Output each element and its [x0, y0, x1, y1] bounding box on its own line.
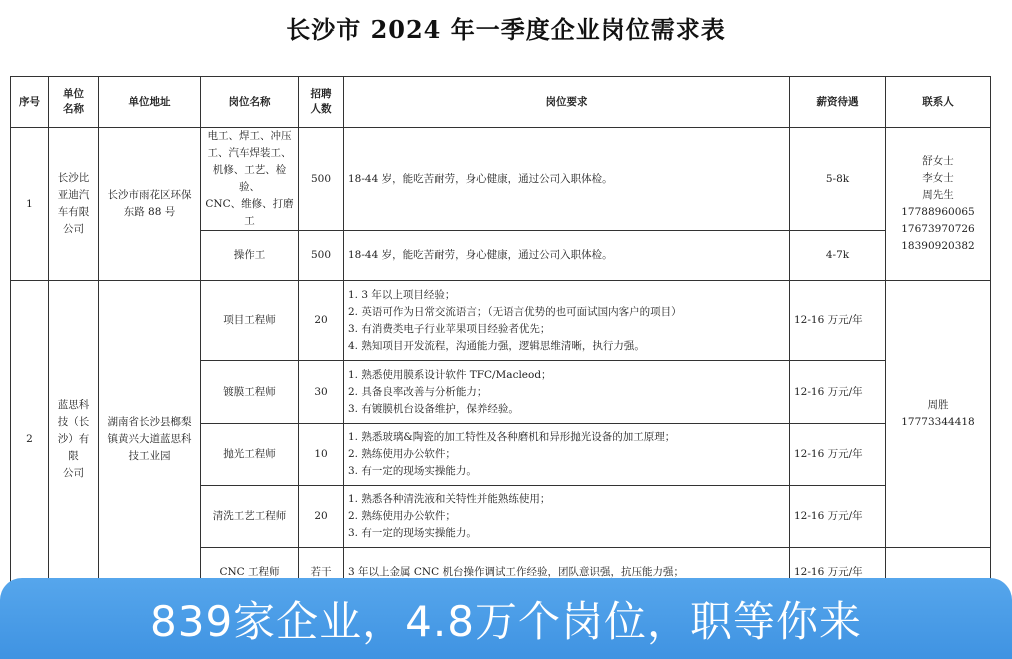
company-address: 长沙市雨花区环保 东路 88 号: [99, 128, 201, 281]
page-title: 长沙市 2024 年一季度企业岗位需求表: [286, 15, 726, 44]
job-salary: 12-16 万元/年: [790, 486, 886, 548]
table-row: [11, 281, 991, 361]
promo-banner: [0, 578, 1012, 659]
header-contact: 联系人: [886, 77, 991, 128]
company-seq: 1: [11, 128, 49, 281]
table-header-row: [11, 77, 991, 128]
job-salary: 12-16 万元/年: [790, 281, 886, 361]
header-position: 岗位名称: [201, 77, 299, 128]
header-salary: 薪资待遇: [790, 77, 886, 128]
job-requirement: 18-44 岁，能吃苦耐劳，身心健康，通过公司入职体检。: [344, 128, 790, 231]
promo-banner-text: 839家企业，4.8万个岗位，职等你来: [150, 596, 862, 646]
header-seq: 序号: [11, 77, 49, 128]
job-demand-table: [10, 76, 991, 598]
job-position: 电工、焊工、冲压 工、汽车焊装工、 机修、工艺、检验、 CNC、维修、打磨工: [201, 128, 299, 231]
job-requirement: 1. 熟悉玻璃&陶瓷的加工特性及各种磨机和异形抛光设备的加工原理； 2. 熟练使用办公软件； 3. 有一定的现场实操能力。: [344, 424, 790, 486]
job-position: 项目工程师: [201, 281, 299, 361]
job-position: 清洗工艺工程师: [201, 486, 299, 548]
job-count: 30: [299, 361, 344, 424]
job-position: 镀膜工程师: [201, 361, 299, 424]
job-position: 操作工: [201, 231, 299, 281]
job-count: 500: [299, 128, 344, 231]
job-position: 抛光工程师: [201, 424, 299, 486]
job-salary: 4-7k: [790, 231, 886, 281]
job-count: 10: [299, 424, 344, 486]
job-requirement: 1. 熟悉各种清洗液和关特性并能熟练使用； 2. 熟练使用办公软件； 3. 有一定的现场实操能力。: [344, 486, 790, 548]
header-address: 单位地址: [99, 77, 201, 128]
job-position: CNC 工程师: [201, 548, 299, 598]
job-count: 若干: [299, 548, 344, 598]
header-company: 单位 名称: [49, 77, 99, 128]
job-count: 20: [299, 486, 344, 548]
company-contact: 周胜 17773344418: [886, 281, 991, 548]
job-requirement: 1. 3 年以上项目经验； 2. 英语可作为日常交流语言；（无语言优势的也可面试国内客户的项目） 3. 有消费类电子行业苹果项目经验者优先； 4. 熟知项目开发流程，沟通能力强，逻辑思维清晰，执行力强。: [344, 281, 790, 361]
company-name: 蓝思科 技（长 沙）有限 公司: [49, 281, 99, 598]
job-salary: 12-16 万元/年: [790, 424, 886, 486]
job-salary: 12-16 万元/年: [790, 361, 886, 424]
job-salary: 12-16 万元/年: [790, 548, 886, 598]
header-count: 招聘 人数: [299, 77, 344, 128]
job-count: 500: [299, 231, 344, 281]
job-requirement: 1. 熟悉使用膜系设计软件 TFC/Macleod； 2. 具备良率改善与分析能力； 3. 有镀膜机台设备维护，保养经验。: [344, 361, 790, 424]
company-seq: 2: [11, 281, 49, 598]
job-salary: 5-8k: [790, 128, 886, 231]
company-address: 湖南省长沙县榔梨 镇黄兴大道蓝思科 技工业园: [99, 281, 201, 598]
header-requirement: 岗位要求: [344, 77, 790, 128]
table-row: [11, 128, 991, 231]
company-name: 长沙比 亚迪汽 车有限 公司: [49, 128, 99, 281]
job-requirement: 3 年以上金属 CNC 机台操作调试工作经验，团队意识强，抗压能力强；: [344, 548, 790, 598]
job-count: 20: [299, 281, 344, 361]
company-contact: 舒女士 李女士 周先生 17788960065 17673970726 18390920382: [886, 128, 991, 281]
job-requirement: 18-44 岁，能吃苦耐劳，身心健康，通过公司入职体检。: [344, 231, 790, 281]
